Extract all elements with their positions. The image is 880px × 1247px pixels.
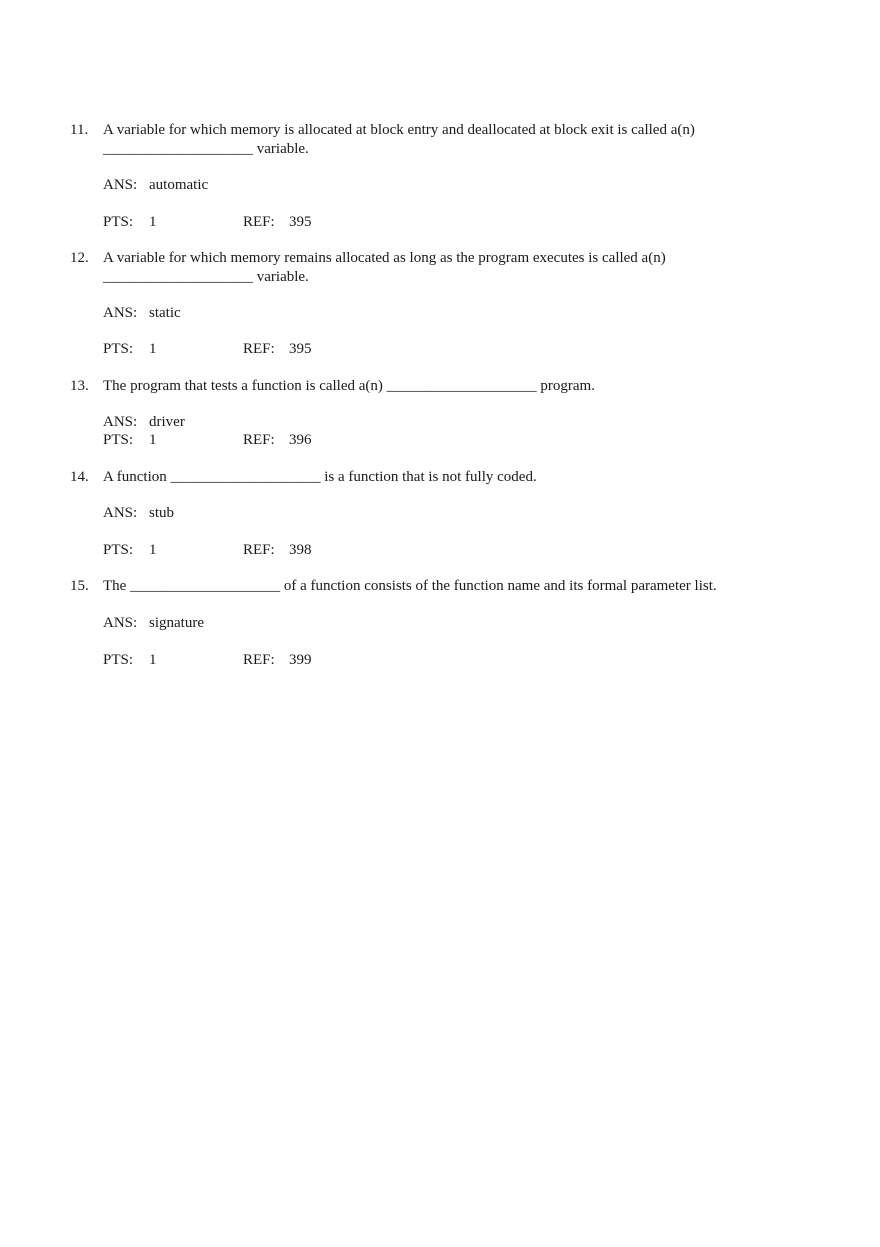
answer-row-14 (103, 504, 174, 523)
answer-row-12 (103, 304, 181, 323)
question-line-1: A variable for which memory remains allocated as long as the program executes is called a(n) (103, 250, 666, 266)
pts-label: PTS: (103, 214, 134, 230)
points-row-13 (103, 431, 312, 450)
ref-value: 395 (289, 214, 312, 230)
ref-value: 399 (289, 652, 312, 668)
ref-label: REF: (243, 341, 275, 357)
answer-row-15 (103, 614, 204, 633)
question-text (70, 468, 790, 487)
ref-label: REF: (243, 652, 275, 668)
points-row-14 (103, 541, 312, 560)
pts-label: PTS: (103, 341, 134, 357)
answer-row-13 (103, 413, 185, 432)
answer-value: automatic (149, 177, 209, 193)
points-row-12 (103, 340, 312, 359)
question-line-2: ____________________ variable. (103, 269, 309, 285)
question-text (70, 377, 790, 396)
question-number: 13. (70, 378, 89, 394)
answer-value: driver (149, 414, 185, 430)
ref-label: REF: (243, 542, 275, 558)
question-13 (70, 377, 790, 396)
question-number: 15. (70, 578, 89, 594)
ref-value: 395 (289, 341, 312, 357)
ref-value: 398 (289, 542, 312, 558)
answer-row-11 (103, 176, 208, 195)
question-11 (70, 121, 790, 159)
ref-label: REF: (243, 432, 275, 448)
pts-value: 1 (149, 432, 157, 448)
points-row-15 (103, 651, 312, 670)
ans-label: ANS: (103, 305, 138, 321)
answer-value: signature (149, 615, 204, 631)
question-number: 14. (70, 469, 89, 485)
ans-label: ANS: (103, 177, 138, 193)
ans-label: ANS: (103, 505, 138, 521)
pts-value: 1 (149, 214, 157, 230)
ref-label: REF: (243, 214, 275, 230)
question-line-1: The ____________________ of a function consists of the function name and its formal parameter list. (103, 578, 717, 594)
answer-value: stub (149, 505, 175, 521)
question-line-1: The program that tests a function is called a(n) ____________________ program. (103, 378, 595, 394)
pts-value: 1 (149, 542, 157, 558)
question-line-1: A function ____________________ is a function that is not fully coded. (103, 469, 537, 485)
question-14 (70, 468, 790, 487)
question-text (70, 121, 790, 159)
answer-value: static (149, 305, 181, 321)
question-number: 11. (70, 122, 89, 138)
question-text (70, 577, 790, 596)
pts-value: 1 (149, 652, 157, 668)
pts-label: PTS: (103, 542, 134, 558)
question-number: 12. (70, 250, 89, 266)
question-line-1: A variable for which memory is allocated at block entry and deallocated at block exit is called a(n) (103, 122, 695, 138)
ans-label: ANS: (103, 414, 138, 430)
points-row-11 (103, 213, 312, 232)
pts-label: PTS: (103, 652, 134, 668)
ref-value: 396 (289, 432, 312, 448)
ans-label: ANS: (103, 615, 138, 631)
question-line-2: ____________________ variable. (103, 141, 309, 157)
question-text (70, 249, 790, 287)
question-15 (70, 577, 790, 596)
pts-label: PTS: (103, 432, 134, 448)
question-12 (70, 249, 790, 287)
pts-value: 1 (149, 341, 157, 357)
